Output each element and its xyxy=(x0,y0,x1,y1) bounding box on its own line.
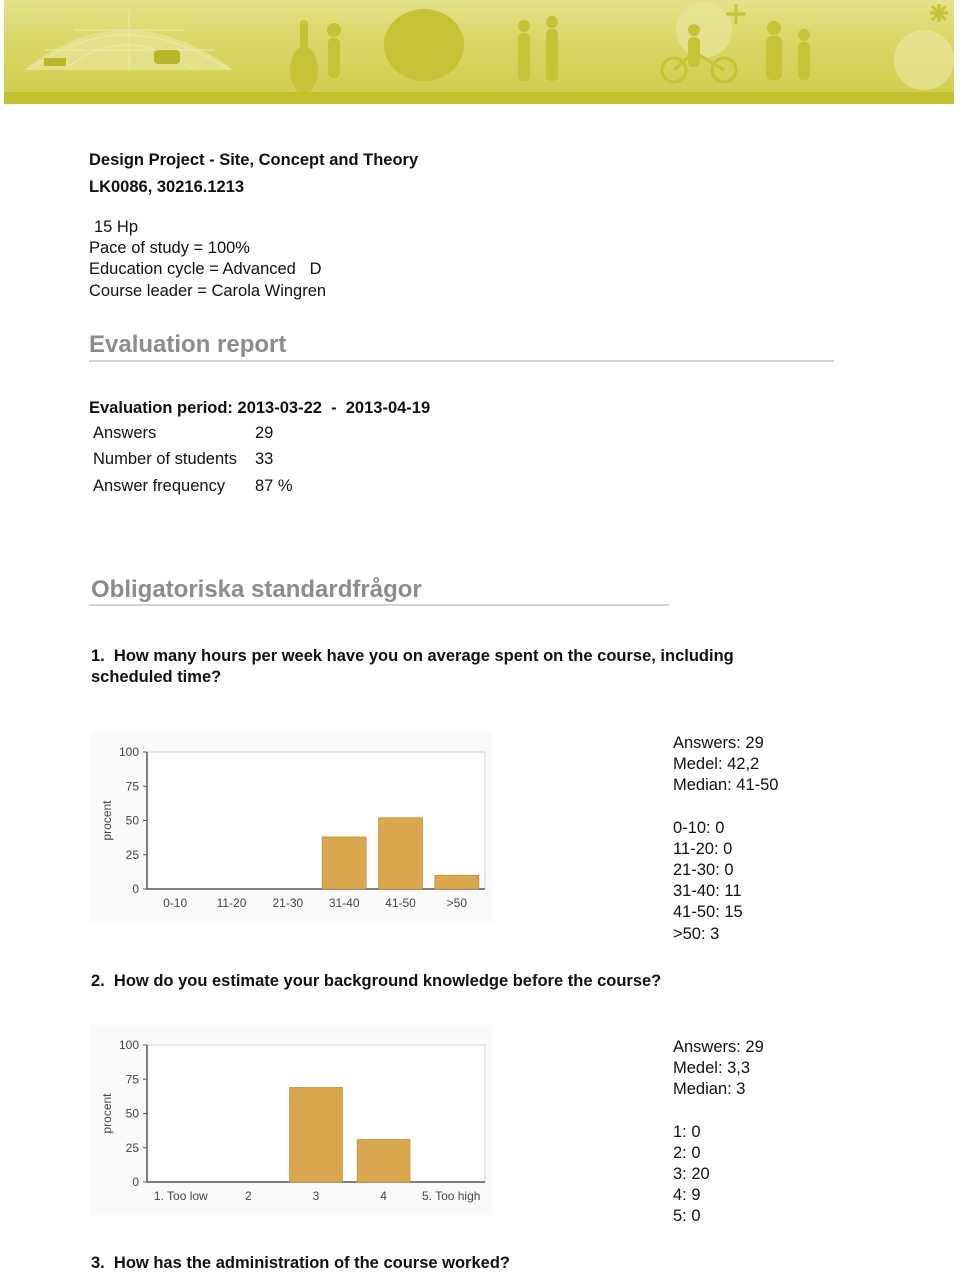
bar xyxy=(322,837,366,889)
y-tick-label: 25 xyxy=(125,1140,139,1155)
question-1-answers: Answers: 29 xyxy=(673,734,764,752)
x-tick-label: 31-40 xyxy=(328,896,360,910)
course-cycle: Education cycle = Advanced D xyxy=(89,260,322,278)
report-heading: Evaluation report xyxy=(89,331,287,358)
x-tick-label: >50 xyxy=(446,896,468,910)
question-1-text: 1. How many hours per week have you on average spent on the course, including xyxy=(91,647,734,665)
y-axis-label: procent xyxy=(100,800,114,841)
question-1-count: 31-40: 11 xyxy=(673,882,742,901)
x-tick-label: 41-50 xyxy=(385,896,416,910)
students-label: Number of students xyxy=(93,450,237,468)
question-1-count: 11-20: 0 xyxy=(673,839,733,858)
question-2-chart-svg xyxy=(90,1025,492,1215)
question-1-text-cont: scheduled time? xyxy=(91,668,222,686)
question-2-count: 2: 0 xyxy=(673,1143,701,1162)
section-heading: Obligatoriska standardfrågor xyxy=(91,576,422,603)
students-row xyxy=(93,450,273,469)
y-tick-label: 100 xyxy=(118,1038,139,1052)
question-1-count: >50: 3 xyxy=(673,924,720,943)
frequency-value: 87 % xyxy=(255,477,293,495)
answers-value: 29 xyxy=(255,424,274,442)
question-2-answers: Answers: 29 xyxy=(673,1038,764,1056)
question-1-chart xyxy=(90,732,492,922)
x-tick-label: 2 xyxy=(245,1189,252,1203)
question-1-median: Median: 41-50 xyxy=(673,776,779,795)
bar xyxy=(357,1140,410,1182)
question-1-count: 21-30: 0 xyxy=(673,861,734,880)
y-tick-label: 75 xyxy=(125,1072,139,1087)
section-divider xyxy=(89,604,669,606)
question-2-mean: Medel: 3,3 xyxy=(673,1059,751,1078)
y-tick-label: 75 xyxy=(125,779,139,794)
bar xyxy=(379,818,423,889)
question-2-count: 5: 0 xyxy=(673,1207,701,1226)
answers-label: Answers xyxy=(93,424,157,442)
question-2-text: 2. How do you estimate your background knowledge before the course? xyxy=(91,972,662,990)
banner-silhouettes xyxy=(4,0,954,104)
report-divider xyxy=(89,360,834,362)
y-tick-label: 100 xyxy=(118,745,139,759)
question-3-text: 3. How has the administration of the course worked? xyxy=(91,1254,510,1272)
question-2-stats xyxy=(673,1037,764,1228)
x-tick-label: 0-10 xyxy=(163,896,188,910)
frequency-label: Answer frequency xyxy=(93,477,226,495)
question-2-count: 3: 20 xyxy=(673,1165,710,1184)
plot-area xyxy=(147,752,485,889)
banner-ground xyxy=(4,92,954,104)
header-banner xyxy=(4,0,954,104)
y-tick-label: 50 xyxy=(125,813,139,828)
y-axis-label: procent xyxy=(100,1093,114,1134)
x-tick-label: 3 xyxy=(312,1189,320,1203)
answers-row xyxy=(93,424,273,443)
evaluation-period: Evaluation period: 2013-03-22 - 2013-04-19 xyxy=(89,399,431,417)
x-tick-label: 4 xyxy=(380,1189,387,1203)
x-tick-label: 1. Too low xyxy=(153,1189,208,1203)
course-leader: Course leader = Carola Wingren xyxy=(89,282,327,300)
x-tick-label: 5. Too high xyxy=(421,1189,481,1203)
course-pace: Pace of study = 100% xyxy=(89,239,250,257)
question-2-count: 1: 0 xyxy=(673,1122,701,1141)
y-tick-label: 50 xyxy=(125,1106,139,1121)
question-1-mean: Medel: 42,2 xyxy=(673,755,760,774)
course-title: Design Project - Site, Concept and Theory xyxy=(89,151,419,169)
x-tick-label: 11-20 xyxy=(216,896,247,910)
y-tick-label: 0 xyxy=(132,882,139,896)
x-tick-label: 21-30 xyxy=(272,896,304,910)
bar xyxy=(290,1087,343,1182)
question-2-median: Median: 3 xyxy=(673,1080,746,1099)
course-code: LK0086, 30216.1213 xyxy=(89,178,245,196)
question-1-count: 41-50: 15 xyxy=(673,903,743,922)
question-2-count: 4: 9 xyxy=(673,1186,701,1205)
y-tick-label: 25 xyxy=(125,847,139,862)
students-value: 33 xyxy=(255,450,274,468)
question-1-count: 0-10: 0 xyxy=(673,818,725,837)
bar xyxy=(435,875,479,889)
frequency-row xyxy=(93,477,293,496)
y-tick-label: 0 xyxy=(132,1175,139,1189)
question-1-chart-svg xyxy=(90,732,492,922)
course-credits: 15 Hp xyxy=(94,218,139,236)
question-2-chart xyxy=(90,1025,492,1215)
question-1-stats xyxy=(673,733,779,945)
